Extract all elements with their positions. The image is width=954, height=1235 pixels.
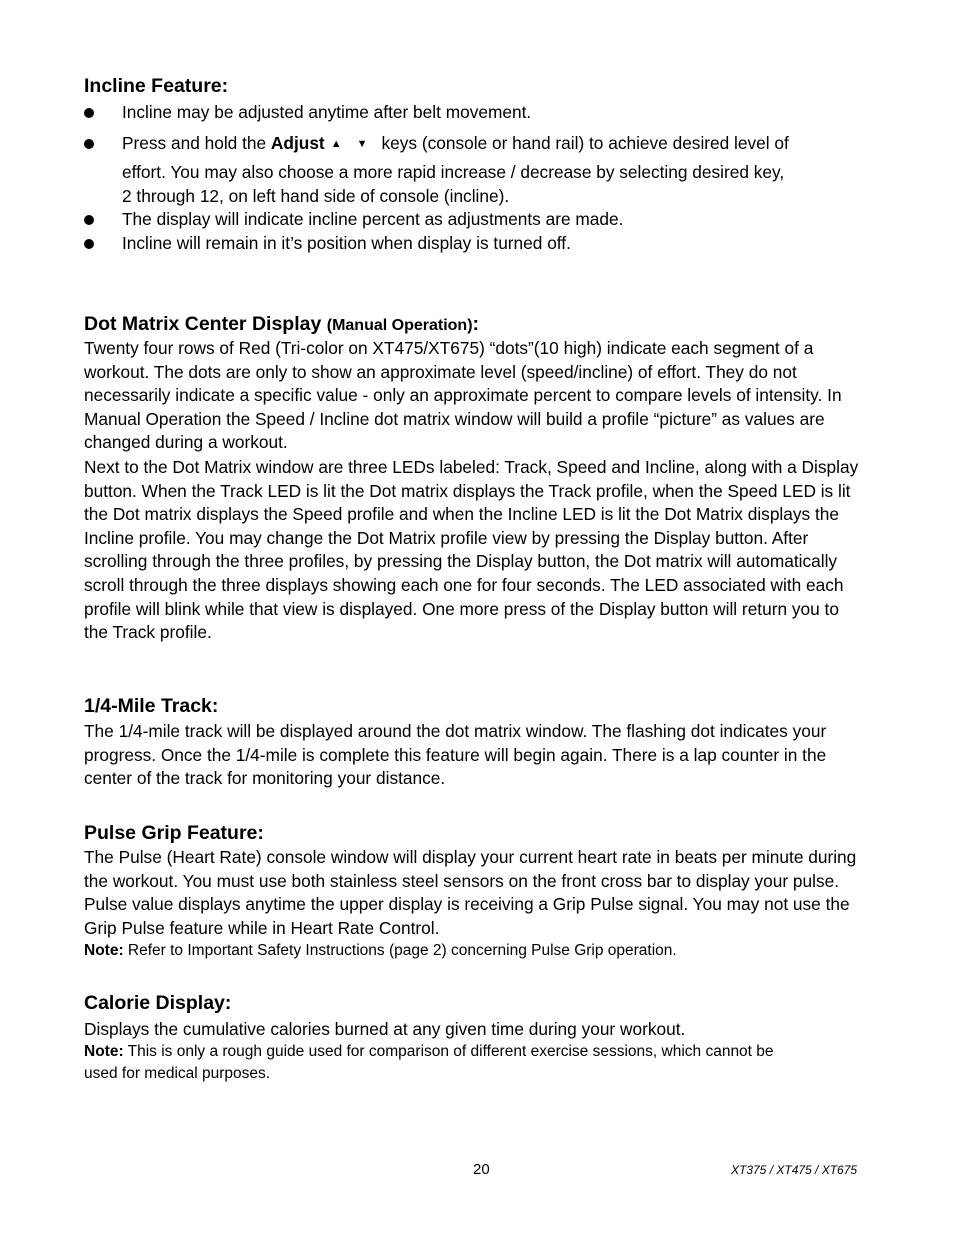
incline-bullet-2 [84, 131, 844, 206]
bullet2-line2: effort. You may also choose a more rapid increase / decrease by selecting desired key, [122, 162, 785, 182]
bullet-dot-icon [84, 215, 94, 225]
bullet-dot-icon [84, 139, 94, 149]
track-paragraph: The 1/4-mile track will be displayed around the dot matrix window. The flashing dot indicates your progress. Once the 1/4-mile is complete this feature will begin again. There is a lap counter in the center of the track for monitoring your distance. [84, 721, 827, 789]
pulse-note-label: Note: [84, 942, 124, 959]
dot-matrix-heading-colon: : [472, 313, 480, 335]
pulse-note [84, 940, 784, 962]
pulse-paragraph: The Pulse (Heart Rate) console window will display your current heart rate in beats per minute during the workout. You must use both stainless steel sensors on the front cross bar to display your pulse. Pulse value displays anytime the upper display is receiving a Grip Pulse signal. You may not use the Grip Pulse feature while in Heart Rate Control. [84, 847, 857, 938]
incline-bullet-3-text: The display will indicate incline percent as adjustments are made. [122, 209, 624, 229]
incline-bullet-1-text: Incline may be adjusted anytime after belt movement. [122, 102, 532, 122]
page-number: 20 [473, 1161, 490, 1178]
dot-matrix-heading [84, 312, 479, 338]
dot-matrix-heading-main: Dot Matrix Center Display [84, 313, 322, 335]
incline-bullet-4-text: Incline will remain in it’s position when display is turned off. [122, 233, 571, 253]
model-numbers: XT375 / XT475 / XT675 [731, 1163, 858, 1177]
calorie-note [84, 1041, 784, 1085]
dot-matrix-heading-sub: (Manual Operation) [326, 317, 473, 334]
calorie-note-text: This is only a rough guide used for comparison of different exercise sessions, which cannot be used for medical purposes. [84, 1043, 774, 1082]
up-down-arrow-icon: ▲ ▼ [330, 138, 374, 150]
calorie-heading: Calorie Display: [84, 992, 232, 1014]
pulse-note-text: Refer to Important Safety Instructions (page 2) concerning Pulse Grip operation. [123, 942, 677, 959]
incline-bullet-2-text [122, 131, 852, 208]
bullet-dot-icon [84, 239, 94, 249]
calorie-note-label: Note: [84, 1043, 124, 1060]
bullet2-line3: 2 through 12, on left hand side of console (incline). [122, 186, 510, 206]
adjust-label: Adjust [270, 133, 325, 153]
calorie-paragraph: Displays the cumulative calories burned at any given time during your workout. [84, 1019, 686, 1039]
dot-matrix-paragraph-2: Next to the Dot Matrix window are three LEDs labeled: Track, Speed and Incline, along with a Display button. When the Track LED is lit the Dot matrix displays the Track profile, when the Speed LED is lit the Dot matrix displays the Speed profile and when the Incline LED is lit the Dot Matrix displays the Incline profile. You may change the Dot Matrix profile view by pressing the Display button. After scrolling through the three profiles, by pressing the Display button, the Dot matrix will automatically scroll through the three displays showing each one for four seconds. The LED associated with each profile will blink while that view is displayed. One more press of the Display button will return you to the Track profile. [84, 457, 859, 643]
pulse-heading: Pulse Grip Feature: [84, 822, 264, 844]
bullet2-text-start: Press and hold the [122, 133, 271, 153]
bullet2-text-end: keys (console or hand rail) to achieve desired level of [381, 133, 789, 153]
incline-heading: Incline Feature: [84, 75, 229, 97]
bullet-dot-icon [84, 108, 94, 118]
track-heading: 1/4-Mile Track: [84, 695, 219, 717]
dot-matrix-paragraph-1: Twenty four rows of Red (Tri-color on XT475/XT675) “dots”(10 high) indicate each segment of a workout. The dots are only to show an approximate level (speed/incline) of effort. They do not necessarily indicate a specific value - only an approximate percent to compare levels of intensity. In Manual Operation the Speed / Incline dot matrix window will build a profile “picture” as values are changed during a workout. [84, 338, 842, 453]
